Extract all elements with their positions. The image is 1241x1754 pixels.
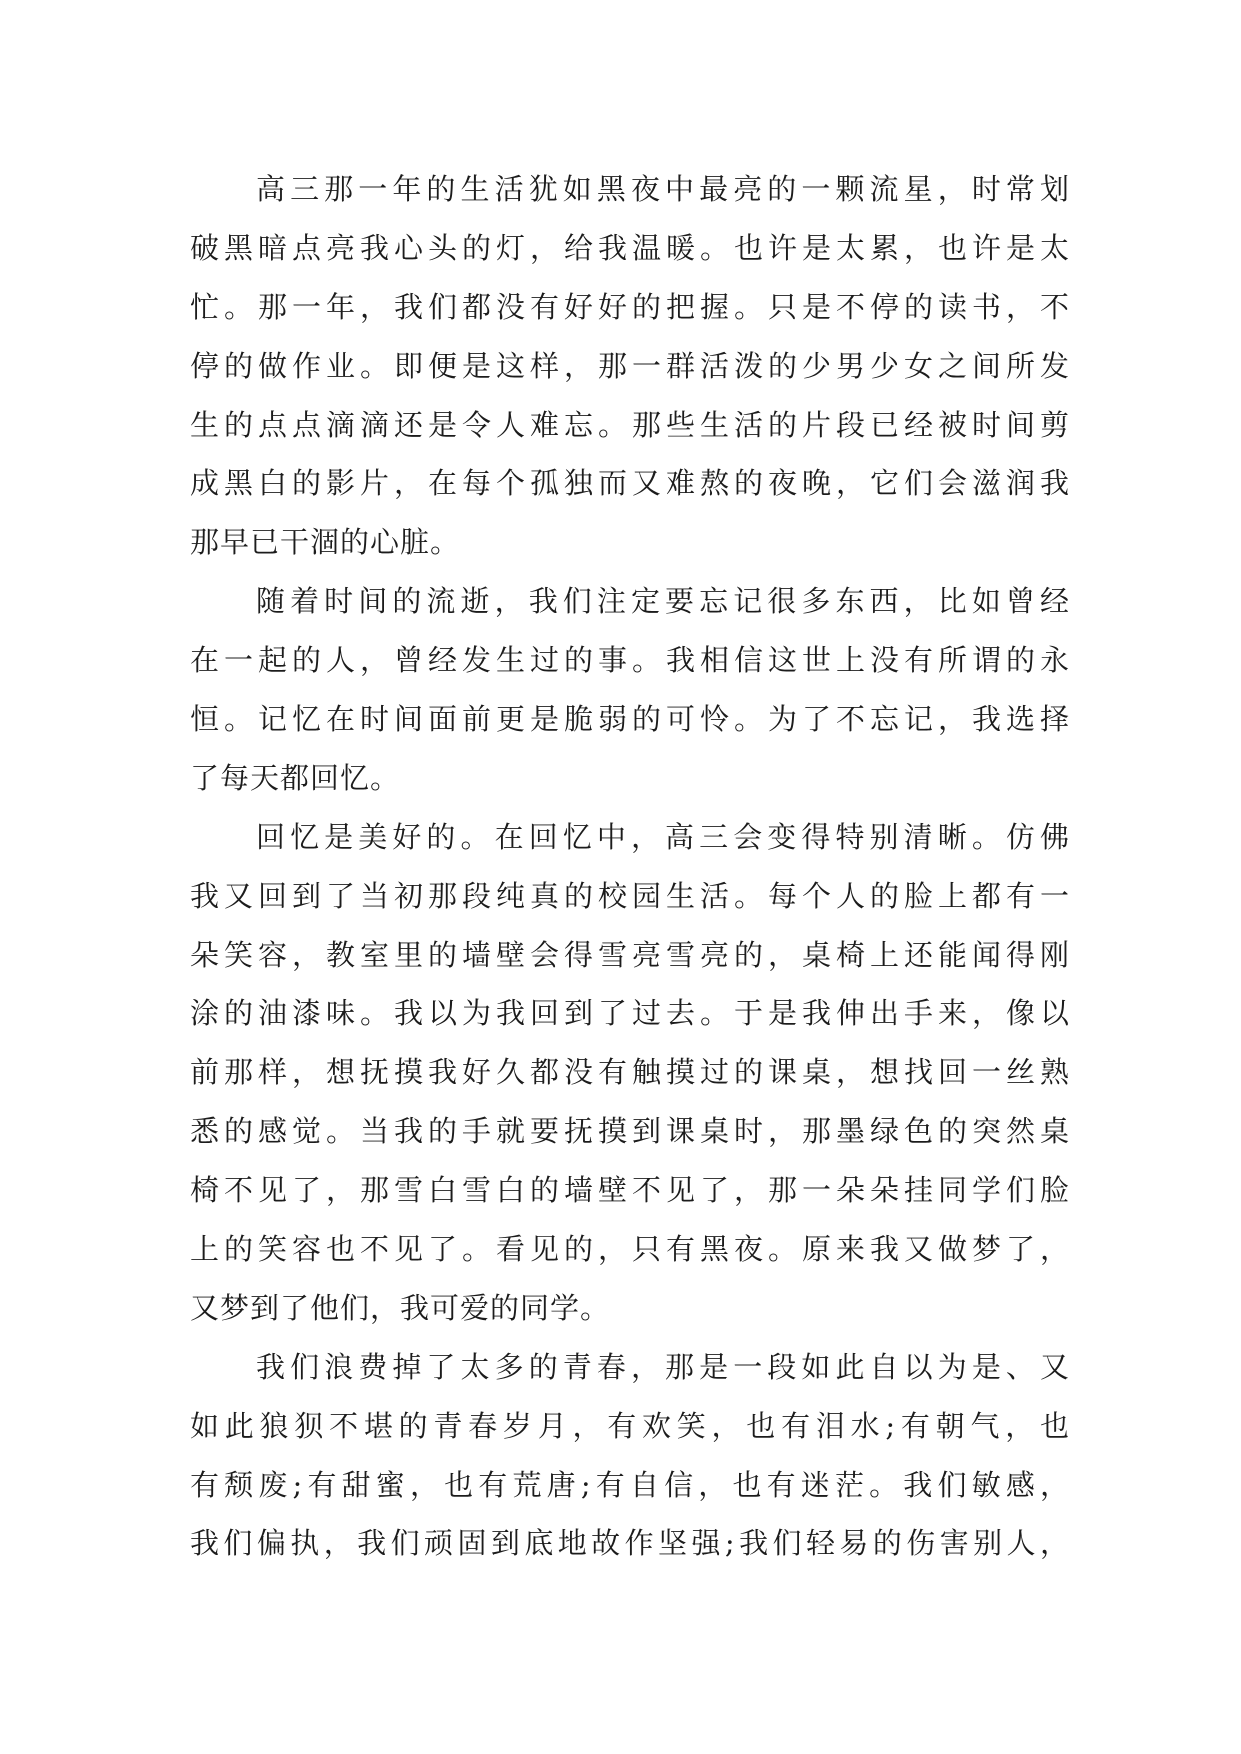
text-line: 在一起的人，曾经发生过的事。我相信这世上没有所谓的永 [190,643,1070,678]
text-line: 椅不见了，那雪白雪白的墙壁不见了，那一朵朵挂同学们脸 [190,1173,1070,1208]
text-line: 我们浪费掉了太多的青春，那是一段如此自以为是、又 [256,1349,1070,1384]
document-body [190,160,1070,1573]
text-line: 生的点点滴滴还是令人难忘。那些生活的片段已经被时间剪 [190,407,1070,442]
paragraph-1 [190,160,1070,572]
text-line: 随着时间的流逝，我们注定要忘记很多东西，比如曾经 [256,584,1070,619]
text-line: 我们偏执，我们顽固到底地故作坚强;我们轻易的伤害别人， [190,1526,1070,1561]
paragraph-4 [190,1338,1070,1574]
text-line: 恒。记忆在时间面前更是脆弱的可怜。为了不忘记，我选择 [190,702,1070,737]
text-line: 前那样，想抚摸我好久都没有触摸过的课桌，想找回一丝熟 [190,1055,1070,1090]
text-line: 朵笑容，教室里的墙壁会得雪亮雪亮的，桌椅上还能闻得刚 [190,937,1070,972]
text-line: 涂的油漆味。我以为我回到了过去。于是我伸出手来，像以 [190,996,1070,1031]
text-line: 高三那一年的生活犹如黑夜中最亮的一颗流星，时常划 [256,172,1070,206]
text-line: 又梦到了他们，我可爱的同学。 [190,1290,611,1325]
text-line: 忙。那一年，我们都没有好好的把握。只是不停的读书，不 [190,289,1070,324]
text-line: 了每天都回忆。 [190,760,401,795]
text-line: 悉的感觉。当我的手就要抚摸到课桌时，那墨绿色的突然桌 [190,1114,1070,1149]
text-line: 那早已干涸的心脏。 [190,525,461,560]
paragraph-3 [190,808,1070,1338]
text-line: 有颓废;有甜蜜，也有荒唐;有自信，也有迷茫。我们敏感， [190,1467,1070,1502]
paragraph-2 [190,572,1070,808]
text-line: 成黑白的影片，在每个孤独而又难熬的夜晚，它们会滋润我 [190,466,1070,501]
text-line: 破黑暗点亮我心头的灯，给我温暖。也许是太累，也许是太 [190,230,1070,265]
text-line: 上的笑容也不见了。看见的，只有黑夜。原来我又做梦了， [190,1232,1070,1267]
text-line: 如此狼狈不堪的青春岁月，有欢笑，也有泪水;有朝气，也 [190,1408,1070,1443]
text-line: 回忆是美好的。在回忆中，高三会变得特别清晰。仿佛 [256,819,1070,854]
text-line: 我又回到了当初那段纯真的校园生活。每个人的脸上都有一 [190,878,1070,913]
text-line: 停的做作业。即便是这样，那一群活泼的少男少女之间所发 [190,348,1070,383]
